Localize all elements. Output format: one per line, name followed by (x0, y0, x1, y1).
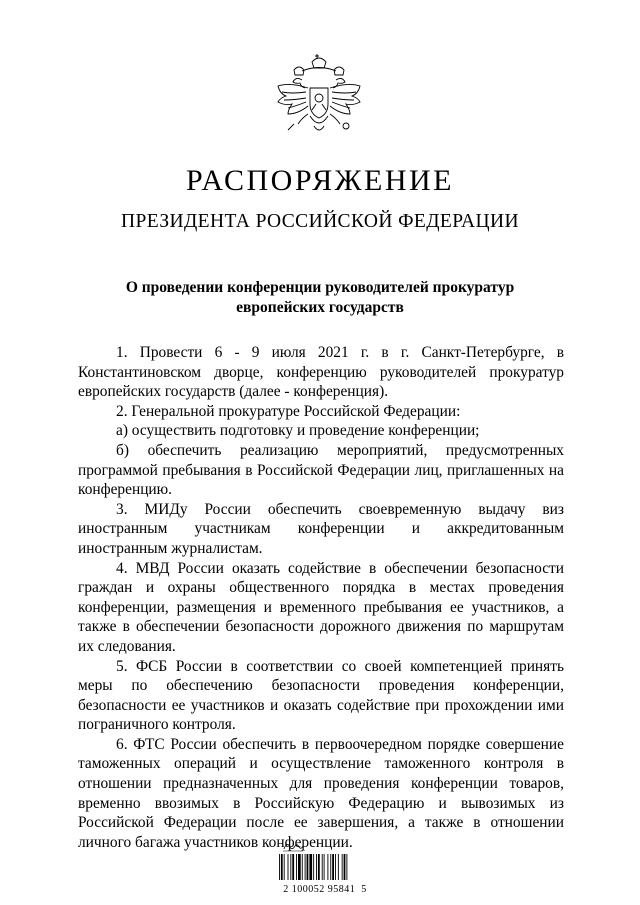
paragraph: 4. МВД России оказать содействие в обеспечении безопасности граждан и охраны общественного порядка в местах проведения конференции, размещения и временного пребывания ее участников, а также в обеспечении безопасности дорожного движения по маршрутам их следования. (78, 559, 564, 655)
issuer-heading: ПРЕЗИДЕНТА РОССИЙСКОЙ ФЕДЕРАЦИИ (121, 211, 519, 232)
handwritten-initials-icon (282, 840, 304, 852)
barcode-bar (292, 854, 294, 880)
barcode-bar (330, 854, 331, 880)
barcode-bar (346, 854, 347, 880)
document-body (78, 343, 564, 852)
barcode-bar (296, 854, 297, 880)
document-type-heading: РАСПОРЯЖЕНИЕ (185, 164, 455, 197)
paragraph: 5. ФСБ России в соответствии со своей компетенцией принять меры по обеспечению безопасности проведения конференции, безопасности ее участников и оказать содействие при прохождении ими пограничного контроля. (78, 657, 564, 734)
barcode-bar (324, 854, 325, 880)
barcode-bar (335, 854, 336, 880)
barcode-bar (309, 854, 312, 880)
barcode-bar (307, 854, 309, 880)
barcode-bar (279, 854, 280, 880)
barcode-bar (344, 854, 346, 880)
paragraph: 2. Генеральной прокуратуре Российской Федерации: (116, 402, 461, 420)
barcode-number: 2 100052 95841 5 (283, 884, 367, 895)
barcode-bar (318, 854, 320, 880)
barcode-bar (322, 854, 323, 880)
barcode-bar (316, 854, 317, 880)
barcode-bar (305, 854, 306, 880)
barcode-bar (290, 854, 291, 880)
barcode-bar (342, 854, 343, 880)
barcode-bar (281, 854, 283, 880)
barcode-bar (313, 854, 314, 880)
barcode-bar (288, 854, 289, 880)
barcode-bar (284, 854, 285, 880)
barcode-bar (338, 854, 339, 880)
paragraph: 6. ФТС России обеспечить в первоочередном порядке совершение таможенных операций и осуществление таможенного контроля в отношении предназначенных для проведения конференции товаров, временно ввозимых в Российскую Федерацию и вывозимых из Российской Федерации после ее завершения, а также в отношении личного багажа участников конференции. (78, 735, 564, 851)
barcode-bar (298, 854, 301, 880)
coat-of-arms-icon (272, 52, 366, 144)
barcode-bar (332, 854, 334, 880)
paragraph: 1. Провести 6 - 9 июля 2021 г. в г. Санкт-Петербурге, в Константиновском дворце, конференцию руководителей прокуратур европейских государств (далее - конференция). (78, 344, 564, 401)
paragraph: 3. МИДу России обеспечить своевременную выдачу виз иностранным участникам конференции и аккредитованным иностранным журналистам. (78, 500, 564, 557)
document-title-line: О проведении конференции руководителей прокуратур (125, 279, 515, 296)
document-title (80, 278, 560, 318)
barcode-bar (327, 854, 328, 880)
document-title-line: европейских государств (236, 299, 404, 316)
barcode-bar (302, 854, 303, 880)
document-footer (270, 840, 380, 898)
paragraph: б) обеспечить реализацию мероприятий, предусмотренных программой пребывания в Российской Федерации лиц, приглашенных на конференцию. (78, 441, 564, 499)
paragraph: а) осуществить подготовку и проведение конференции; (116, 422, 480, 440)
barcode-icon (278, 854, 372, 880)
